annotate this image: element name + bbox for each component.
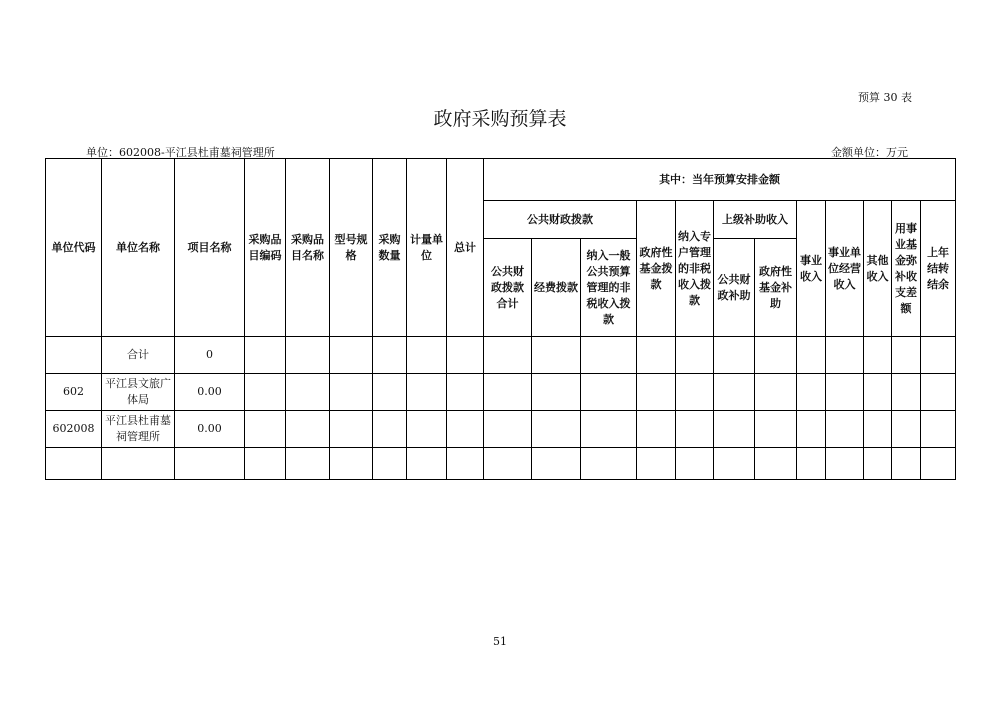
cell-name: 平江县文旅广体局: [102, 374, 175, 411]
amount-unit: 金额单位：万元: [831, 146, 908, 159]
col-business-income: 事业收入: [797, 201, 826, 337]
cell-code: 602008: [46, 411, 102, 448]
cell-code: [46, 337, 102, 374]
col-funding: 经费拨款: [532, 239, 581, 337]
col-other-income: 其他收入: [864, 201, 892, 337]
table-row: [46, 374, 956, 411]
cell-project: 0: [175, 337, 245, 374]
table-row: [46, 448, 956, 480]
col-carryover: 上年结转结余: [921, 201, 956, 337]
col-higher-gov-fund: 政府性基金补助: [755, 239, 797, 337]
reporting-unit: 单位：602008-平江县杜甫墓祠管理所: [86, 146, 275, 159]
page-title: 政府采购预算表: [433, 108, 567, 130]
col-quantity: 采购数量: [373, 159, 407, 337]
col-nontax-general: 纳入一般公共预算管理的非税收入拨款: [581, 239, 637, 337]
cell-project: 0.00: [175, 374, 245, 411]
cell-code: 602: [46, 374, 102, 411]
col-gov-fund: 政府性基金拨款: [637, 201, 676, 337]
col-public-fiscal-total: 公共财政拨款合计: [484, 239, 532, 337]
table-row: [46, 337, 956, 374]
col-of-which: 其中：当年预算安排金额: [484, 159, 956, 201]
cell-code: [46, 448, 102, 480]
col-measure-unit: 计量单位: [407, 159, 447, 337]
col-higher-public-fiscal: 公共财政补助: [714, 239, 755, 337]
cell-project: [175, 448, 245, 480]
col-project-name: 项目名称: [175, 159, 245, 337]
page-number: 51: [493, 635, 507, 648]
cell-project: 0.00: [175, 411, 245, 448]
col-unit-name: 单位名称: [102, 159, 175, 337]
col-unit-code: 单位代码: [46, 159, 102, 337]
cell-name: 合计: [102, 337, 175, 374]
col-public-fiscal: 公共财政拨款: [484, 201, 637, 239]
table-number: 预算 30 表: [858, 91, 912, 104]
col-item-code: 采购品目编码: [245, 159, 286, 337]
col-spec: 型号规格: [330, 159, 373, 337]
table-row: [46, 411, 956, 448]
col-operating-income: 事业单位经营收入: [826, 201, 864, 337]
col-item-name: 采购品目名称: [286, 159, 330, 337]
col-higher-subsidy: 上级补助收入: [714, 201, 797, 239]
col-fund-balance: 用事业基金弥补收支差额: [892, 201, 921, 337]
col-total: 总计: [447, 159, 484, 337]
col-special-account: 纳入专户管理的非税收入拨款: [676, 201, 714, 337]
procurement-budget-table: [45, 158, 956, 480]
cell-name: 平江县杜甫墓祠管理所: [102, 411, 175, 448]
cell-name: [102, 448, 175, 480]
